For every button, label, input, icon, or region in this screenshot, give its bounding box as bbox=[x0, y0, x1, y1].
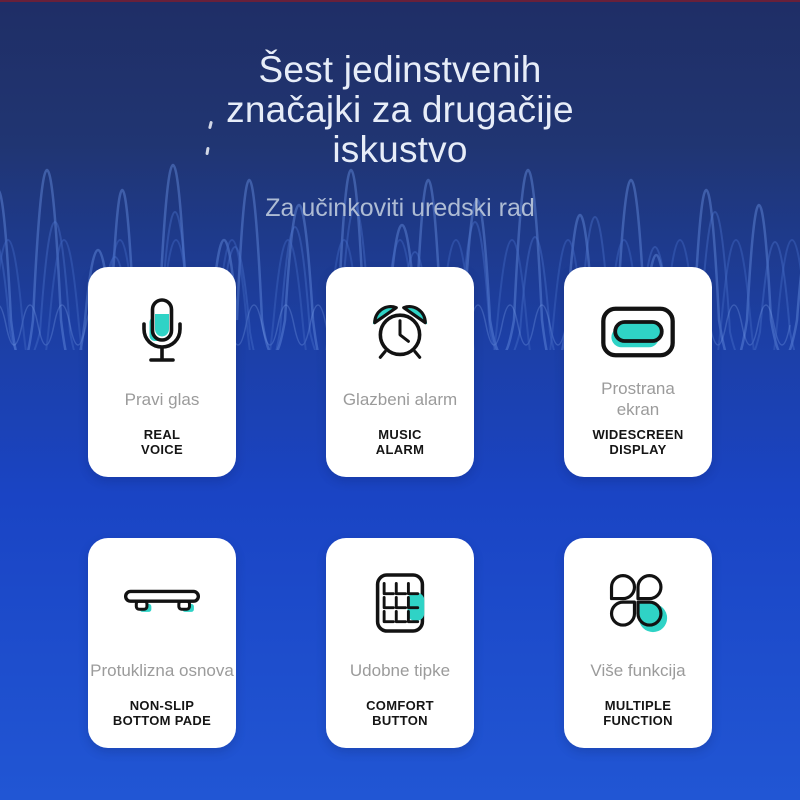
top-edge-line bbox=[0, 0, 800, 2]
keypad-icon bbox=[372, 566, 428, 640]
feature-label-en: MUSIC ALARM bbox=[375, 427, 425, 457]
feature-card-real-voice bbox=[88, 267, 236, 477]
feature-grid bbox=[0, 267, 800, 748]
feature-label-hr: Pravi glas bbox=[124, 389, 200, 409]
feature-label-hr: Glazbeni alarm bbox=[342, 389, 458, 409]
feature-label-en: REAL VOICE bbox=[141, 427, 183, 457]
feature-card-widescreen-display bbox=[564, 267, 712, 477]
feature-label-en: NON-SLIP BOTTOM PADE bbox=[112, 698, 212, 728]
feature-label-en: COMFORT BUTTON bbox=[366, 698, 434, 728]
widescreen-display-icon bbox=[600, 295, 676, 369]
non-slip-base-icon bbox=[123, 566, 201, 640]
clover-icon bbox=[608, 566, 668, 640]
feature-card-multiple-function bbox=[564, 538, 712, 748]
alarm-clock-icon bbox=[371, 295, 429, 369]
page-subtitle: Za učinkoviti uredski rad bbox=[265, 194, 535, 222]
feature-label-hr: Udobne tipke bbox=[349, 660, 451, 680]
header bbox=[0, 50, 800, 223]
feature-card-music-alarm bbox=[326, 267, 474, 477]
feature-card-comfort-button bbox=[326, 538, 474, 748]
feature-label-en: MULTIPLE FUNCTION bbox=[603, 698, 673, 728]
feature-label-en: WIDESCREEN DISPLAY bbox=[592, 427, 684, 457]
feature-label-hr: Protuklizna osnova bbox=[90, 660, 234, 680]
feature-label-hr: Prostrana ekran bbox=[601, 379, 675, 419]
microphone-icon bbox=[134, 295, 190, 369]
feature-label-hr: Više funkcija bbox=[590, 660, 686, 680]
page-title: Šest jedinstvenih značajki za drugačije iskustvo bbox=[226, 49, 574, 170]
feature-card-non-slip-base bbox=[88, 538, 236, 748]
